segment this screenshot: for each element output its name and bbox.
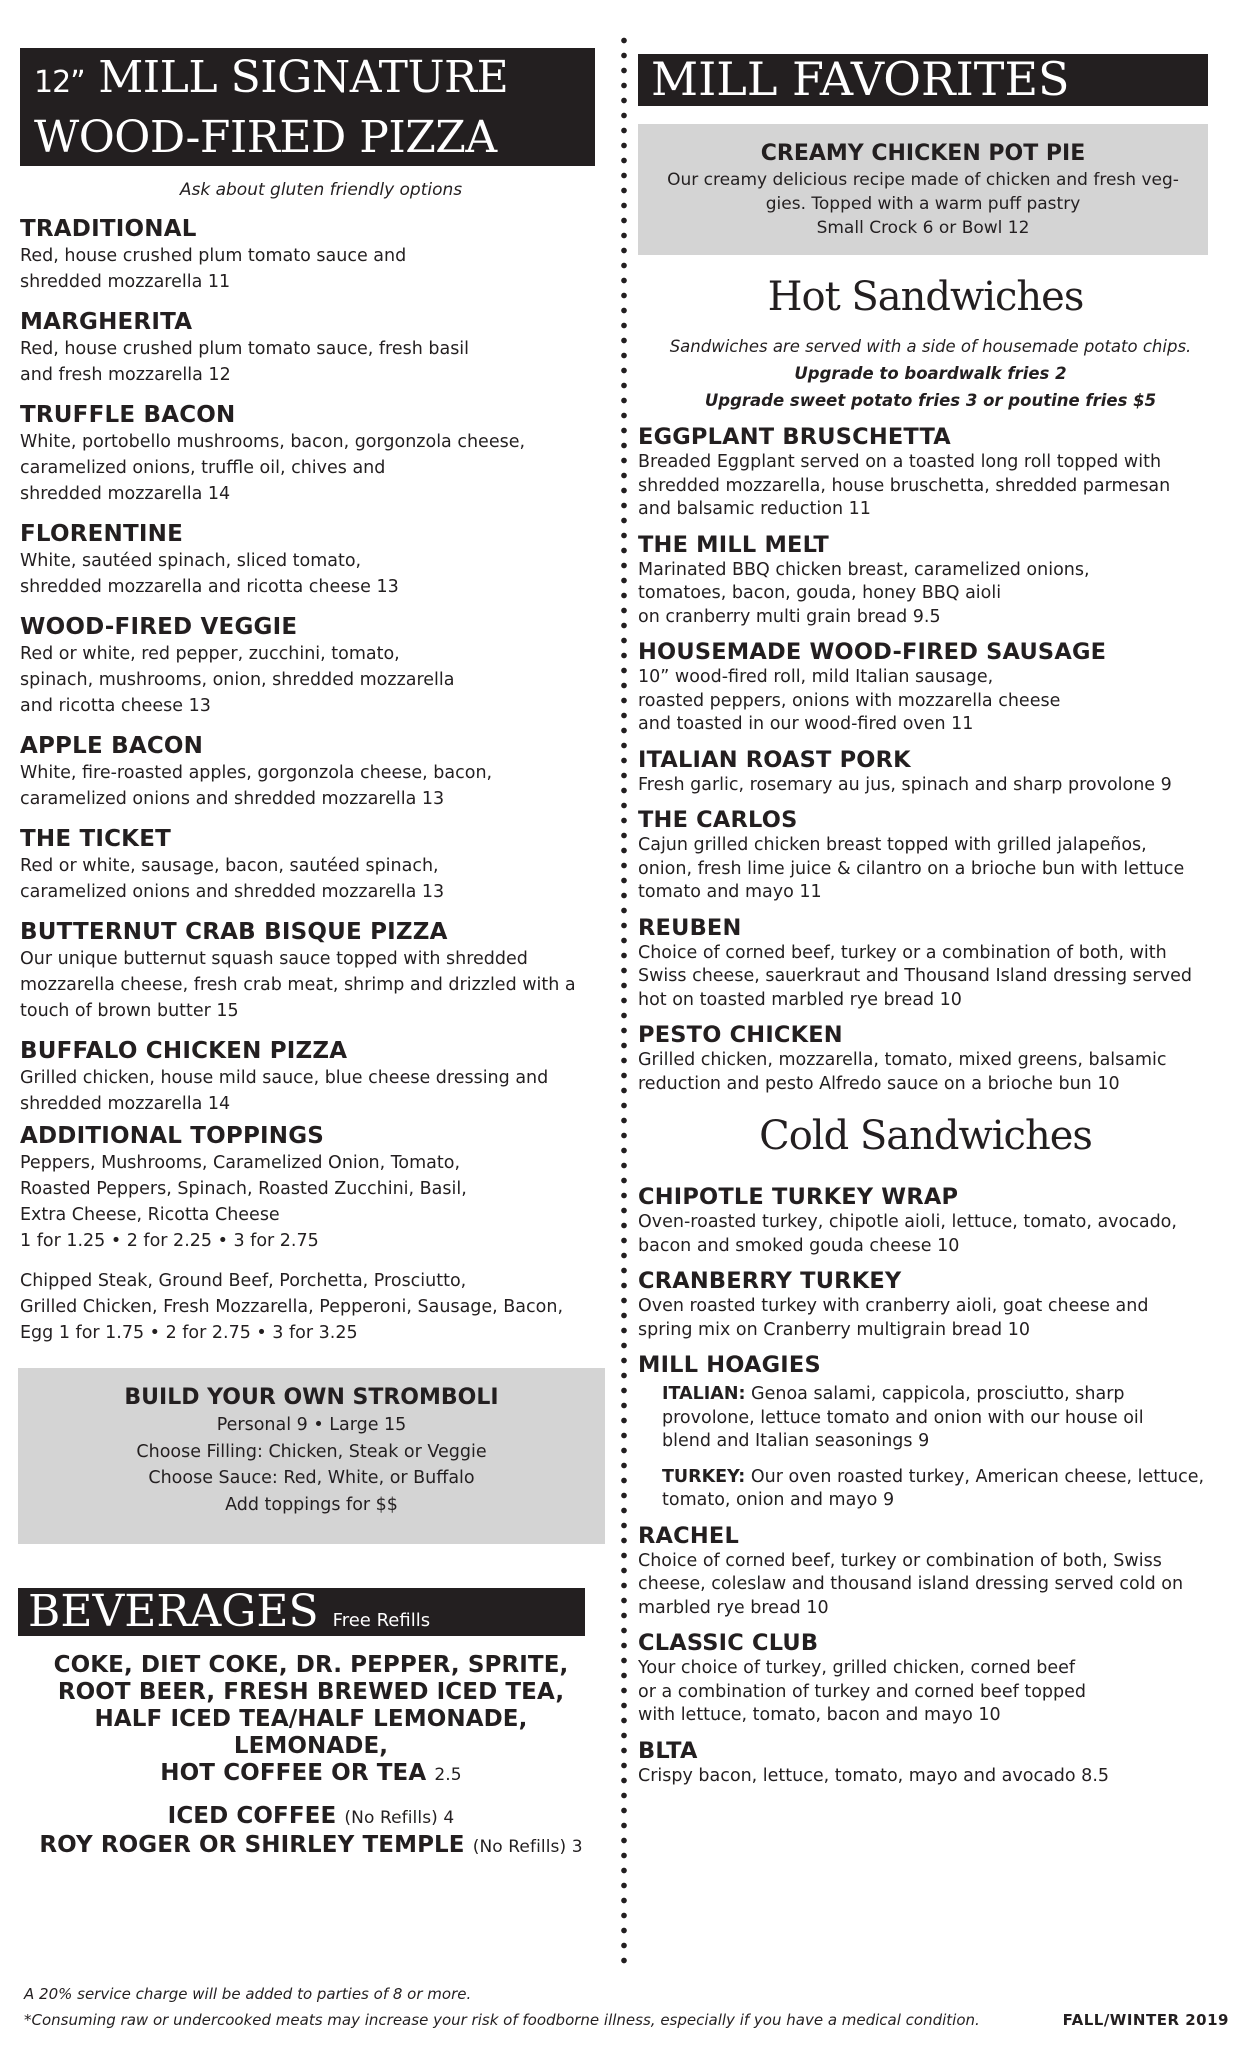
- hoagie-desc: Genoa salami, cappicola, prosciutto, sharp provolone, lettuce tomato and onion with our house oil blend and Italian seasonings 9: [662, 1384, 1144, 1451]
- hot-sandwiches-heading: Hot Sandwiches: [767, 274, 1084, 320]
- menu-item: [638, 747, 1223, 798]
- beverages-banner: [18, 1588, 585, 1636]
- season-label: FALL/WINTER 2019: [1062, 2011, 1229, 2029]
- beverages-list: [20, 1652, 602, 1861]
- hoagie-italian: [638, 1383, 1223, 1454]
- pizza-banner: [20, 48, 595, 166]
- hoagie-desc: Our oven roasted turkey, American cheese, lettuce, tomato, onion and mayo 9: [662, 1466, 1205, 1510]
- chips-note: Sandwiches are served with a side of housemade potato chips.: [669, 337, 1192, 356]
- item-name: FLORENTINE: [20, 521, 183, 547]
- item-name: THE TICKET: [20, 826, 172, 852]
- toppings-title: ADDITIONAL TOPPINGS: [20, 1123, 325, 1149]
- menu-item: [638, 1268, 1223, 1342]
- stromboli-line: Add toppings for $$: [225, 1494, 398, 1515]
- item-name: PESTO CHICKEN: [638, 1022, 843, 1048]
- hoagie-turkey: [638, 1466, 1223, 1513]
- menu-item: [638, 532, 1223, 630]
- beverages-title: BEVERAGES: [28, 1586, 319, 1637]
- menu-item: [20, 521, 602, 600]
- upgrade-note: Upgrade to boardwalk fries 2: [794, 364, 1067, 383]
- favorites-column: [638, 54, 1223, 1798]
- stromboli-line: Choose Filling: Chicken, Steak or Veggie: [136, 1441, 487, 1462]
- item-name: MARGHERITA: [20, 309, 193, 335]
- foodborne-warning: *Consuming raw or undercooked meats may increase your risk of foodborne illness, especially if you have a medical condition.: [24, 2011, 980, 2029]
- item-name: TRADITIONAL: [20, 216, 197, 242]
- menu-item: [638, 1184, 1223, 1258]
- beverage-price: 2.5: [434, 1765, 462, 1785]
- menu-item: [20, 216, 602, 295]
- item-desc: Choice of corned beef, turkey or combination of both, Swiss cheese, coleslaw and thousand island dressing served cold on marbled rye bread 10: [638, 1550, 1184, 1618]
- pizza-size: 12”: [34, 65, 85, 100]
- item-name: REUBEN: [638, 914, 742, 941]
- hoagie-label: ITALIAN:: [662, 1384, 746, 1404]
- hoagies-title: MILL HOAGIES: [638, 1352, 821, 1378]
- item-name: ITALIAN ROAST PORK: [638, 746, 911, 773]
- menu-item: [20, 826, 602, 905]
- stromboli-title: BUILD YOUR OWN STROMBOLI: [124, 1385, 499, 1410]
- item-name: CHIPOTLE TURKEY WRAP: [638, 1184, 959, 1210]
- item-name: WOOD-FIRED VEGGIE: [20, 614, 298, 640]
- item-desc: Oven-roasted turkey, chipotle aioli, lettuce, tomato, avocado, bacon and smoked gouda cheese 10: [638, 1212, 1177, 1256]
- item-desc: Fresh garlic, rosemary au jus, spinach and sharp provolone 9: [638, 774, 1172, 795]
- item-name: BUTTERNUT CRAB BISQUE PIZZA: [20, 919, 448, 945]
- menu-item: [638, 1022, 1223, 1096]
- roy-roger-price: (No Refills) 3: [472, 1837, 583, 1857]
- beverage-line: COKE, DIET COKE, DR. PEPPER, SPRITE,: [53, 1652, 569, 1678]
- item-desc: White, portobello mushrooms, bacon, gorgonzola cheese, caramelized onions, truffle oil, chives and shredded mozzarella 14: [20, 432, 526, 504]
- menu-item: [20, 733, 602, 812]
- menu-item: [20, 309, 602, 388]
- item-name: THE CARLOS: [638, 807, 798, 833]
- item-desc: Marinated BBQ chicken breast, caramelized onions, tomatoes, bacon, gouda, honey BBQ aioli on cranberry multi grain bread 9.5: [638, 559, 1090, 627]
- item-name: CRANBERRY TURKEY: [638, 1268, 902, 1294]
- hoagie-label: TURKEY:: [662, 1466, 746, 1487]
- item-desc: Red, house crushed plum tomato sauce, fresh basil and fresh mozzarella 12: [20, 339, 470, 385]
- potpie-line: Our creamy delicious recipe made of chicken and fresh veg-: [667, 170, 1179, 190]
- beverages-subtitle: Free Refills: [332, 1610, 431, 1631]
- item-name: CLASSIC CLUB: [638, 1630, 819, 1656]
- item-desc: White, fire-roasted apples, gorgonzola cheese, bacon, caramelized onions and shredded mozzarella 13: [20, 763, 493, 809]
- menu-item: [638, 639, 1223, 737]
- dotted-divider: [621, 33, 627, 1968]
- potpie-line: gies. Topped with a warm puff pastry: [765, 194, 1081, 214]
- menu-item: [638, 1630, 1223, 1728]
- upgrade-note: Upgrade sweet potato fries 3 or poutine fries $5: [704, 391, 1157, 410]
- item-desc: Red or white, red pepper, zucchini, tomato, spinach, mushrooms, onion, shredded mozzarella and ricotta cheese 13: [20, 644, 455, 716]
- item-name: TRUFFLE BACON: [20, 402, 236, 428]
- item-desc: Grilled chicken, mozzarella, tomato, mixed greens, balsamic reduction and pesto Alfredo sauce on a brioche bun 10: [638, 1050, 1167, 1094]
- toppings-section: [20, 1123, 602, 1346]
- item-desc: Red or white, sausage, bacon, sautéed spinach, caramelized onions and shredded mozzarella 13: [20, 856, 445, 902]
- toppings-basic: Peppers, Mushrooms, Caramelized Onion, Tomato, Roasted Peppers, Spinach, Roasted Zucchini, Basil, Extra Cheese, Ricotta Cheese 1 for 1.25 • 2 for 2.25 • 3 for 2.75: [20, 1153, 467, 1251]
- beverage-line: ROOT BEER, FRESH BREWED ICED TEA,: [57, 1679, 565, 1705]
- menu-item: [20, 402, 602, 507]
- menu-item: [638, 1738, 1223, 1789]
- iced-coffee: ICED COFFEE: [167, 1803, 337, 1829]
- hoagies-section: [638, 1352, 1223, 1513]
- menu-item: [638, 915, 1223, 1013]
- cold-sandwiches-heading: Cold Sandwiches: [759, 1113, 1092, 1159]
- item-desc: White, sautéed spinach, sliced tomato, shredded mozzarella and ricotta cheese 13: [20, 551, 399, 597]
- item-name: THE MILL MELT: [638, 531, 829, 558]
- item-name: BLTA: [638, 1737, 698, 1764]
- potpie-line: Small Crock 6 or Bowl 12: [816, 218, 1030, 238]
- favorites-banner: MILL FAVORITES: [638, 54, 1208, 106]
- item-desc: Your choice of turkey, grilled chicken, corned beef or a combination of turkey and corned beef topped with lettuce, tomato, bacon and mayo 10: [638, 1658, 1087, 1725]
- item-desc: Cajun grilled chicken breast topped with grilled jalapeños, onion, fresh lime juice & cilantro on a brioche bun with lettuce tomato and mayo 11: [638, 835, 1185, 902]
- beverage-line: HALF ICED TEA/HALF LEMONADE, LEMONADE,: [94, 1706, 528, 1759]
- item-desc: 10” wood-fired roll, mild Italian sausage, roasted peppers, onions with mozzarella cheese and toasted in our wood-fired oven 11: [638, 667, 1061, 734]
- item-desc: Grilled chicken, house mild sauce, blue cheese dressing and shredded mozzarella 14: [20, 1068, 549, 1114]
- menu-item: [638, 424, 1223, 522]
- item-name: EGGPLANT BRUSCHETTA: [638, 424, 951, 450]
- pizza-banner-line2: WOOD-FIRED PIZZA: [34, 112, 497, 163]
- item-desc: Our unique butternut squash sauce topped with shredded mozzarella cheese, fresh crab meat, shrimp and drizzled with a touch of brown butter 15: [20, 949, 576, 1021]
- stromboli-line: Choose Sauce: Red, White, or Buffalo: [148, 1468, 475, 1488]
- item-desc: Oven roasted turkey with cranberry aioli, goat cheese and spring mix on Cranberry multigrain bread 10: [638, 1296, 1149, 1340]
- service-charge-note: A 20% service charge will be added to parties of 8 or more.: [24, 1985, 472, 2003]
- item-name: HOUSEMADE WOOD-FIRED SAUSAGE: [638, 639, 1107, 665]
- menu-item: [20, 1038, 602, 1117]
- gluten-note: Ask about gluten friendly options: [179, 180, 463, 200]
- item-desc: Choice of corned beef, turkey or a combination of both, with Swiss cheese, sauerkraut and Thousand Island dressing served hot on toasted marbled rye bread 10: [638, 942, 1192, 1010]
- toppings-premium: Chipped Steak, Ground Beef, Porchetta, Prosciutto, Grilled Chicken, Fresh Mozzarella, Pepperoni, Sausage, Bacon, Egg 1 for 1.75 • 2 for 2.75 • 3 for 3.25: [20, 1271, 564, 1343]
- potpie-box: [638, 124, 1208, 255]
- stromboli-box: [18, 1368, 605, 1544]
- item-desc: Red, house crushed plum tomato sauce and shredded mozzarella 11: [20, 246, 407, 292]
- pizza-banner-line1: MILL SIGNATURE: [98, 52, 509, 103]
- hot-sandwiches-note: [638, 333, 1223, 414]
- menu-item: [20, 919, 602, 1024]
- menu-item: [638, 807, 1223, 905]
- potpie-title: CREAMY CHICKEN POT PIE: [760, 141, 1086, 166]
- item-name: APPLE BACON: [20, 733, 204, 759]
- beverage-line: HOT COFFEE OR TEA: [160, 1760, 427, 1786]
- roy-roger: ROY ROGER OR SHIRLEY TEMPLE: [39, 1832, 465, 1858]
- item-name: BUFFALO CHICKEN PIZZA: [20, 1038, 348, 1064]
- menu-item: [20, 614, 602, 719]
- item-name: RACHEL: [638, 1522, 739, 1549]
- pizza-column: [20, 48, 602, 1861]
- stromboli-line: Personal 9 • Large 15: [216, 1415, 407, 1435]
- item-desc: Crispy bacon, lettuce, tomato, mayo and avocado 8.5: [638, 1765, 1110, 1786]
- iced-coffee-price: (No Refills) 4: [344, 1808, 455, 1828]
- menu-item: [638, 1523, 1223, 1621]
- item-desc: Breaded Eggplant served on a toasted long roll topped with shredded mozzarella, house bruschetta, shredded parmesan and balsamic reduction 11: [638, 452, 1171, 519]
